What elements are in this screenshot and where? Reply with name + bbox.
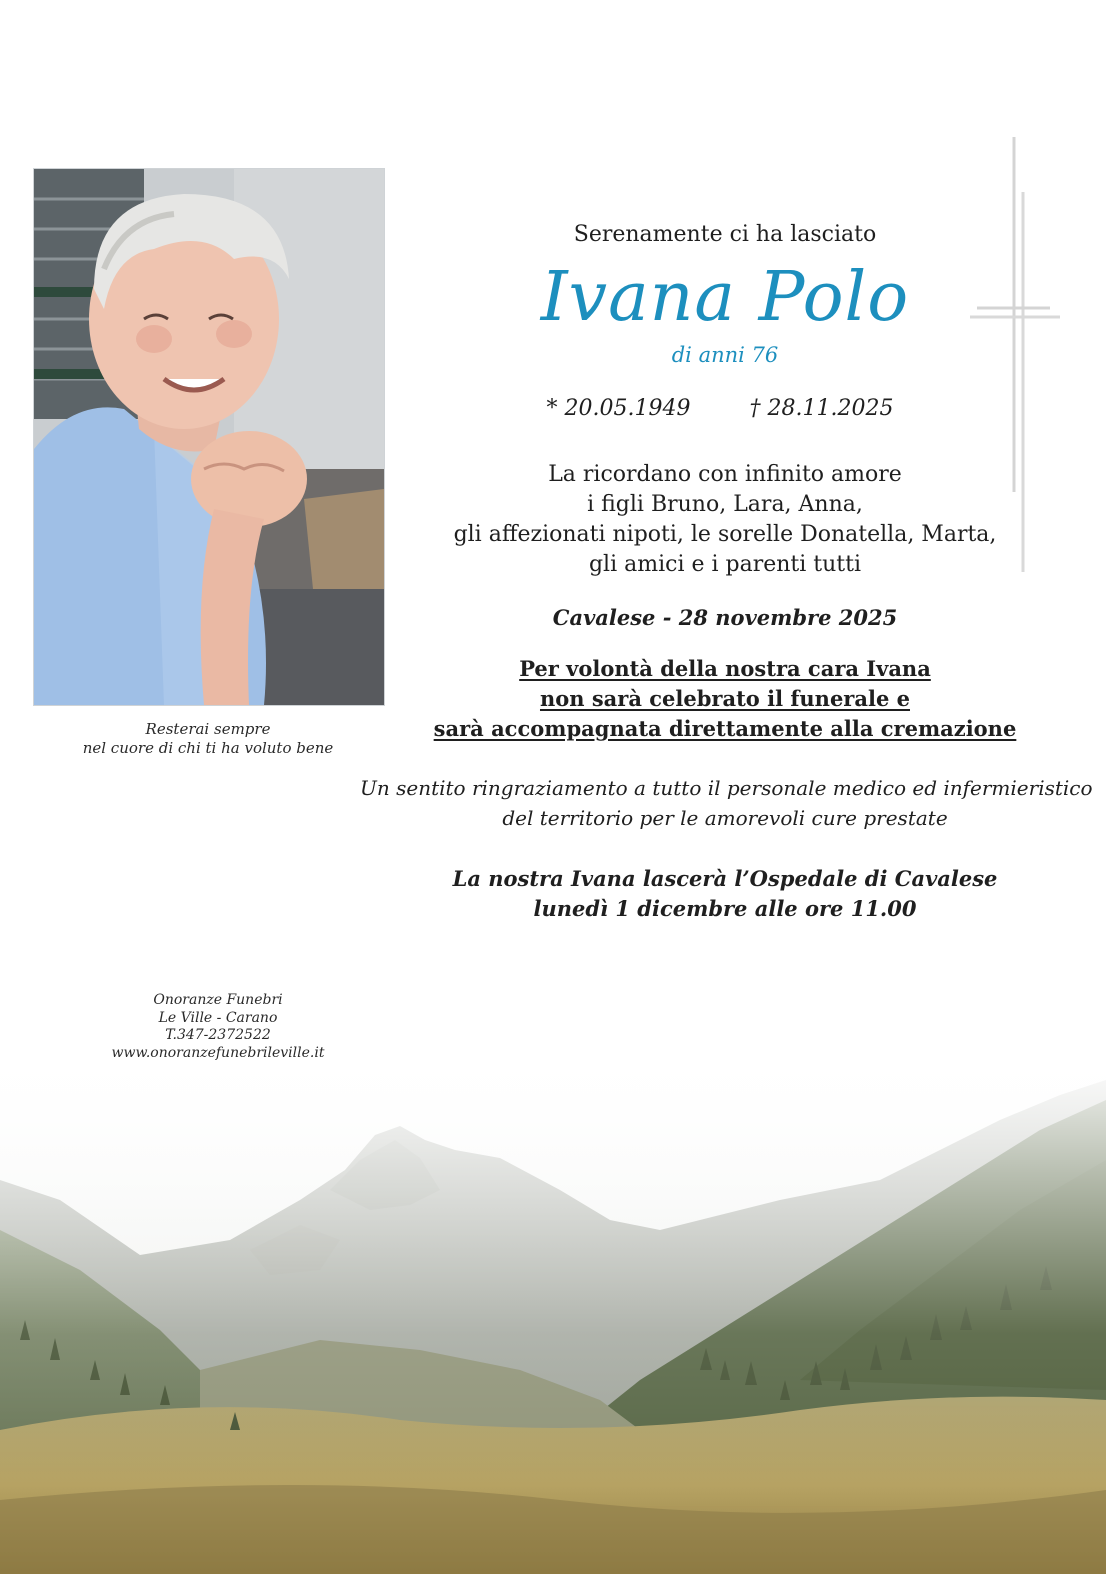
- mourners-line: gli amici e i parenti tutti: [588, 552, 862, 577]
- death-date: † 28.11.2025: [749, 396, 894, 421]
- mourners-line: i figli Bruno, Lara, Anna,: [587, 492, 863, 517]
- thanks-text: [360, 773, 1093, 833]
- life-dates: [470, 396, 970, 421]
- photo-caption: [33, 720, 383, 758]
- notice-line: sarà accompagnata direttamente alla cremazione: [433, 716, 1017, 741]
- portrait-photo: [33, 168, 385, 706]
- mourners-line: La ricordano con infinito amore: [548, 462, 902, 487]
- mourners-list: [360, 460, 1090, 580]
- departure-info: [360, 864, 1090, 924]
- funeral-agency-info: [60, 992, 376, 1062]
- thanks-line: del territorio per le amorevoli cure prestate: [502, 806, 948, 830]
- agency-location: Le Ville - Carano: [158, 1009, 278, 1026]
- birth-date: * 20.05.1949: [546, 396, 691, 421]
- mourners-line: gli affezionati nipoti, le sorelle Donatella, Marta,: [453, 522, 997, 547]
- intro-text: Serenamente ci ha lasciato: [573, 222, 877, 247]
- deceased-name: Ivana Polo: [540, 258, 910, 337]
- deceased-age: di anni 76: [671, 343, 779, 367]
- agency-phone: T.347-2372522: [165, 1027, 271, 1043]
- agency-website[interactable]: www.onoranzefunebrileville.it: [111, 1044, 325, 1061]
- mountain-landscape-image: [0, 1040, 1106, 1574]
- departure-line: La nostra Ivana lascerà l’Ospedale di Cavalese: [452, 866, 998, 891]
- agency-name: Onoranze Funebri: [153, 992, 283, 1008]
- notice-line: Per volontà della nostra cara Ivana: [519, 656, 931, 681]
- departure-line: lunedì 1 dicembre alle ore 11.00: [533, 896, 917, 921]
- cremation-notice: [360, 654, 1090, 744]
- caption-line: nel cuore di chi ti ha voluto bene: [82, 739, 334, 757]
- thanks-line: Un sentito ringraziamento a tutto il personale medico ed infermieristico: [360, 776, 1093, 800]
- place-and-date: Cavalese - 28 novembre 2025: [552, 605, 898, 630]
- notice-line: non sarà celebrato il funerale e: [539, 686, 910, 711]
- caption-line: Resterai sempre: [145, 720, 271, 738]
